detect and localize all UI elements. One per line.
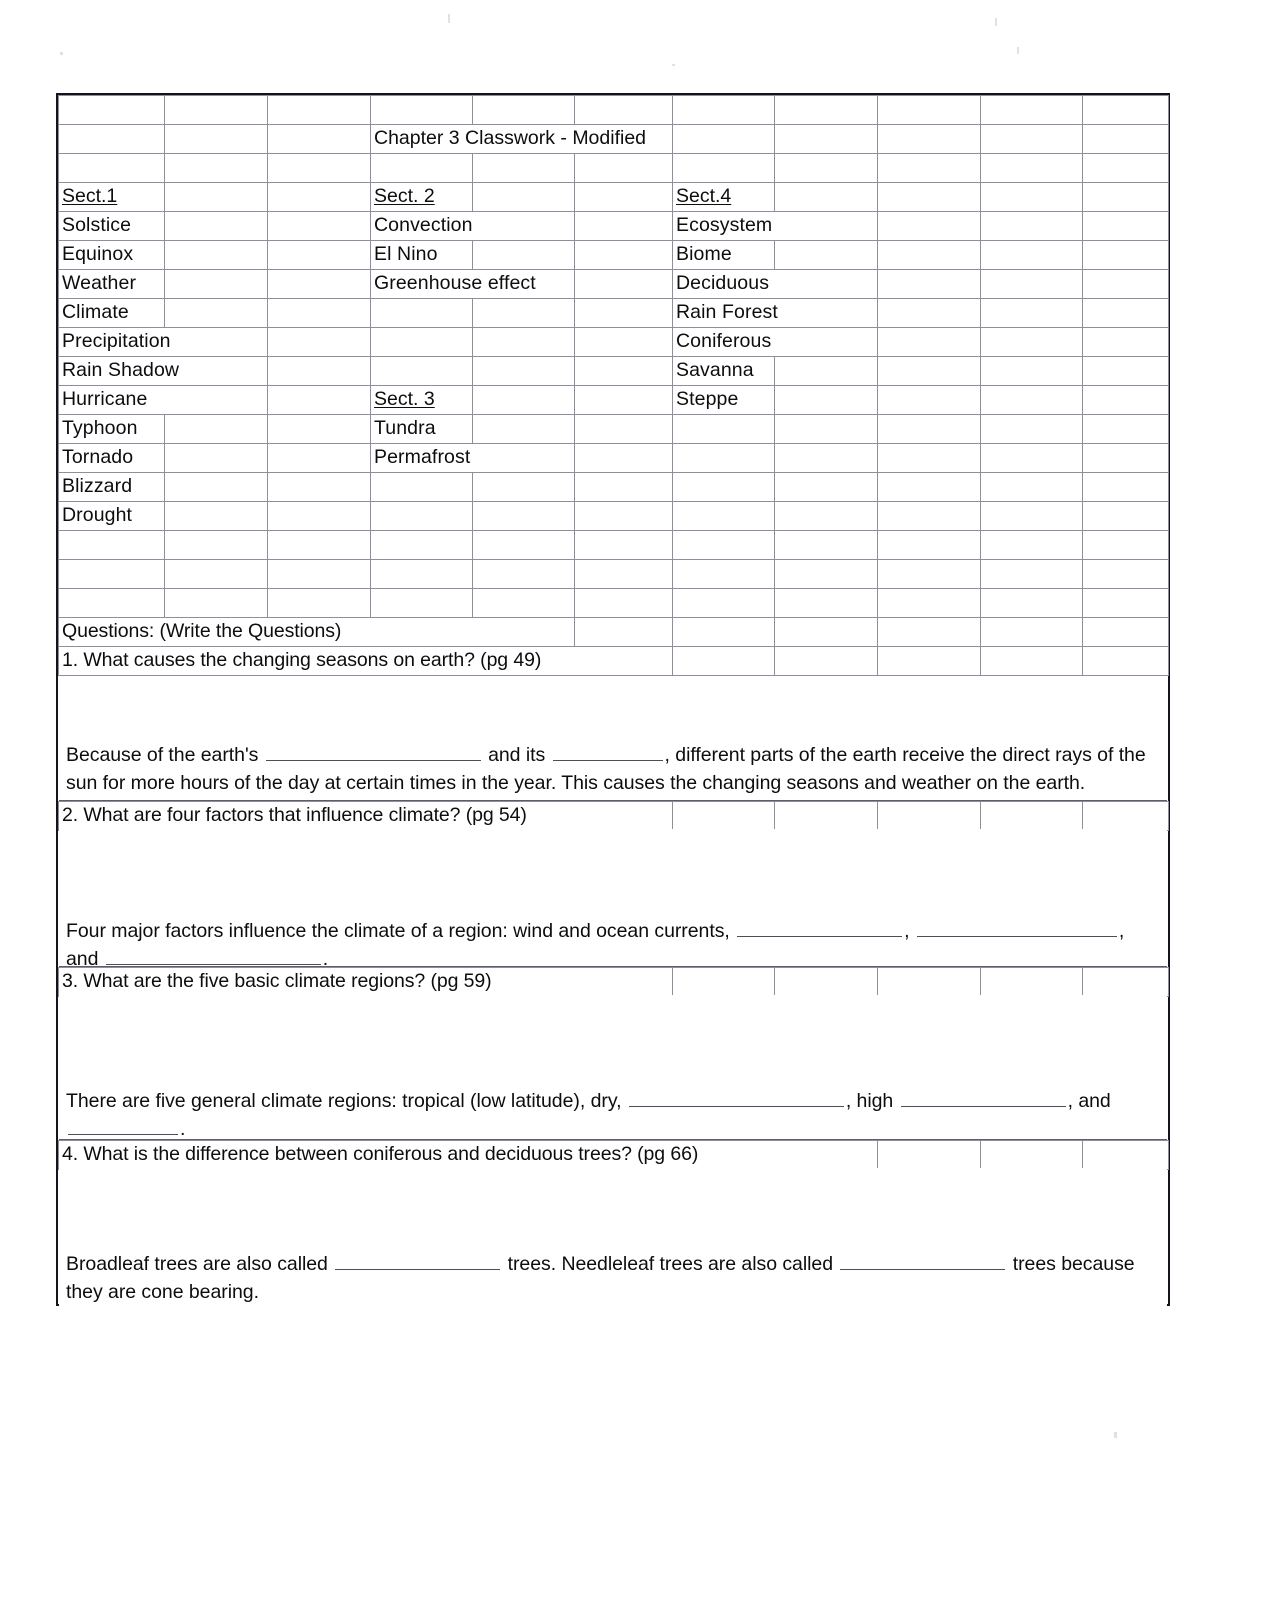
question-prompt-2: 2. What are four factors that influence climate? (pg 54) [59,802,673,831]
answer-blank[interactable] [106,948,321,965]
section-heading-3: Sect. 3 [371,386,473,415]
answer-text-4c: trees because they are cone bearing. [66,1253,1135,1303]
table-row [59,473,1169,502]
vocab-term: Rain Shadow [59,357,268,386]
answer-text-1b: and its [482,744,551,766]
answer-paragraph-1 [66,741,1161,797]
vocab-term: El Nino [371,241,473,270]
answer-blank[interactable] [917,920,1117,937]
answer-text-1a: Because of the earth's [66,744,264,766]
page-title: Chapter 3 Classwork - Modified [371,125,673,154]
vocab-term: Drought [59,502,165,531]
question-prompt-4: 4. What is the difference between coniferous and deciduous trees? (pg 66) [59,1141,878,1170]
answer-blank[interactable] [629,1090,844,1107]
answer-text-2d: . [322,948,329,970]
table-row [59,589,1169,618]
table-row [59,386,1169,415]
answer-paragraph-3 [66,1087,1161,1143]
question-2-row [58,801,1168,831]
table-row [59,328,1169,357]
question-4-row [58,1140,1168,1170]
questions-header: Questions: (Write the Questions) [59,618,575,647]
table-row [59,212,1169,241]
answer-text-2c: , and [66,920,1125,970]
vocab-term: Precipitation [59,328,268,357]
vocab-term: Typhoon [59,415,165,444]
vocabulary-grid [58,95,1168,676]
vocab-term: Steppe [673,386,775,415]
scan-speck [1017,47,1019,54]
vocab-term: Hurricane [59,386,268,415]
answer-blank[interactable] [335,1253,500,1270]
vocab-term: Weather [59,270,165,299]
answer-text-2a: Four major factors influence the climate of a region: wind and ocean currents, [66,920,736,942]
answer-text-3a: There are five general climate regions: tropical (low latitude), dry, [66,1090,627,1112]
answer-block-3 [59,995,1167,1140]
table-row-title [59,125,1169,154]
answer-text-4b: trees. Needleleaf trees are also called [502,1253,839,1275]
section-heading-1: Sect.1 [59,183,165,212]
table-row [59,357,1169,386]
table-row-questions-header [59,618,1169,647]
section-heading-2: Sect. 2 [371,183,473,212]
table-row [59,270,1169,299]
answer-blank[interactable] [68,1118,178,1135]
section-heading-4: Sect.4 [673,183,775,212]
worksheet-frame [56,93,1170,1306]
answer-text-1c: , different parts of the earth receive the direct rays of the sun for more hours of the day at certain times in the year. This causes the changing seasons and weather on the earth. [66,744,1146,794]
answer-text-4a: Broadleaf trees are also called [66,1253,334,1275]
answer-paragraph-4 [66,1250,1161,1306]
vocab-term: Climate [59,299,165,328]
scan-speck [1114,1432,1117,1438]
answer-blank[interactable] [840,1253,1005,1270]
table-row-question [59,1141,1169,1170]
vocab-term: Rain Forest [673,299,878,328]
table-row-section-headings [59,183,1169,212]
question-prompt-3: 3. What are the five basic climate regions? (pg 59) [59,968,673,997]
vocab-term: Tundra [371,415,473,444]
table-row [59,415,1169,444]
answer-block-4 [59,1168,1167,1306]
question-prompt-1: 1. What causes the changing seasons on earth? (pg 49) [59,647,673,676]
vocab-term: Biome [673,241,775,270]
table-row [59,444,1169,473]
answer-text-3c: , and [1067,1090,1111,1112]
scan-speck [672,64,675,66]
answer-paragraph-2 [66,917,1161,973]
vocab-term: Greenhouse effect [371,270,575,299]
answer-text-3d: . [180,1118,186,1140]
answer-blank[interactable] [901,1090,1066,1107]
answer-text-3b: , high [845,1090,899,1112]
table-row [59,502,1169,531]
scan-speck [448,14,450,23]
answer-blank[interactable] [266,744,481,761]
vocab-term: Convection [371,212,575,241]
vocab-term: Tornado [59,444,165,473]
answer-blank[interactable] [553,744,663,761]
answer-text-2b: , [904,920,915,942]
vocabulary-table [58,95,1169,676]
scan-speck [60,52,63,55]
answer-blank[interactable] [737,920,902,937]
vocab-term: Permafrost [371,444,575,473]
table-row [59,154,1169,183]
table-row [59,531,1169,560]
vocab-term: Solstice [59,212,165,241]
vocab-term: Savanna [673,357,775,386]
table-row-question [59,968,1169,997]
vocab-term: Ecosystem [673,212,878,241]
table-row [59,241,1169,270]
table-row [59,96,1169,125]
vocab-term: Coniferous [673,328,878,357]
table-row-question [59,647,1169,676]
answer-block-2 [59,829,1167,970]
vocab-term: Equinox [59,241,165,270]
table-row [59,560,1169,589]
vocab-term: Blizzard [59,473,165,502]
vocab-term: Deciduous [673,270,878,299]
table-row [59,299,1169,328]
question-3-row [58,967,1168,997]
answer-block-1 [59,685,1167,801]
table-row-question [59,802,1169,831]
scan-speck [995,18,997,26]
